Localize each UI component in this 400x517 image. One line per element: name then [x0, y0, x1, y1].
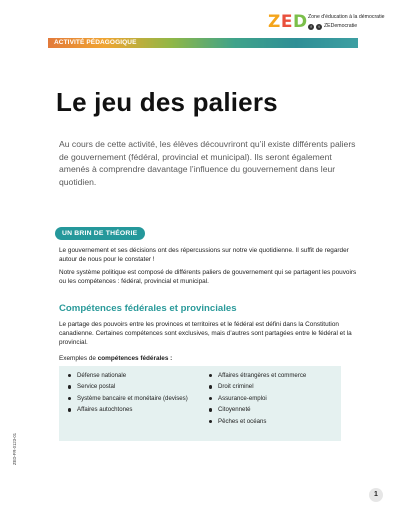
section-heading: Compétences fédérales et provinciales — [59, 303, 237, 314]
list-item: Service postal — [68, 383, 193, 390]
examples-list-left — [68, 372, 193, 418]
document-code: ZED-FR-0123-01 — [12, 432, 17, 465]
zed-logo — [268, 12, 393, 38]
list-item: Assurance-emploi — [209, 395, 339, 402]
list-item: Défense nationale — [68, 372, 193, 379]
logo-tagline: Zone d'éducation à la démocratie — [308, 14, 385, 20]
examples-list-right — [209, 372, 339, 429]
band-label: ACTIVITÉ PÉDAGOGIQUE — [54, 39, 137, 46]
list-item: Affaires autochtones — [68, 406, 193, 413]
list-item: Citoyenneté — [209, 406, 339, 413]
logo-wordmark: ZED — [268, 12, 308, 32]
examples-box — [59, 366, 341, 441]
list-item: Système bancaire et monétaire (devises) — [68, 395, 193, 402]
theory-paragraph-2: Notre système politique est composé de différents paliers de gouvernement qui se partagent les pouvoirs ou les compétences : fédéral, provincial et municipal. — [59, 269, 357, 285]
examples-label: Exemples de compétences fédérales : — [59, 355, 173, 362]
page-number: 1 — [369, 488, 383, 502]
twitter-icon[interactable]: t — [316, 24, 322, 30]
intro-paragraph: Au cours de cette activité, les élèves découvriront qu’il existe différents paliers de gouvernement (fédéral, provincial et municipal). Ils seront également amenés à comprendre davantage l’influence du gouvernement dans leur quotidien. — [59, 139, 356, 187]
list-item: Droit criminel — [209, 383, 339, 390]
theory-pill: UN BRIN DE THÉORIE — [55, 227, 145, 240]
header-band — [48, 38, 358, 48]
theory-paragraph-1: Le gouvernement et ses décisions ont des répercussions sur notre vie quotidienne. Il suffit de regarder autour de nous pour le constater ! — [59, 247, 349, 263]
facebook-icon[interactable]: f — [308, 24, 314, 30]
social-handle: ZEDemocratie — [324, 23, 358, 29]
page-title: Le jeu des paliers — [56, 87, 278, 117]
list-item: Pêches et océans — [209, 418, 339, 425]
logo-social — [308, 23, 357, 30]
list-item: Affaires étrangères et commerce — [209, 372, 339, 379]
constitution-paragraph: Le partage des pouvoirs entre les provinces et territoires et le fédéral est défini dans la Constitution canadienne. Certaines compétences sont exclusives, mais d’autres sont partagées entre le fédéral et la provincial. — [59, 321, 352, 346]
